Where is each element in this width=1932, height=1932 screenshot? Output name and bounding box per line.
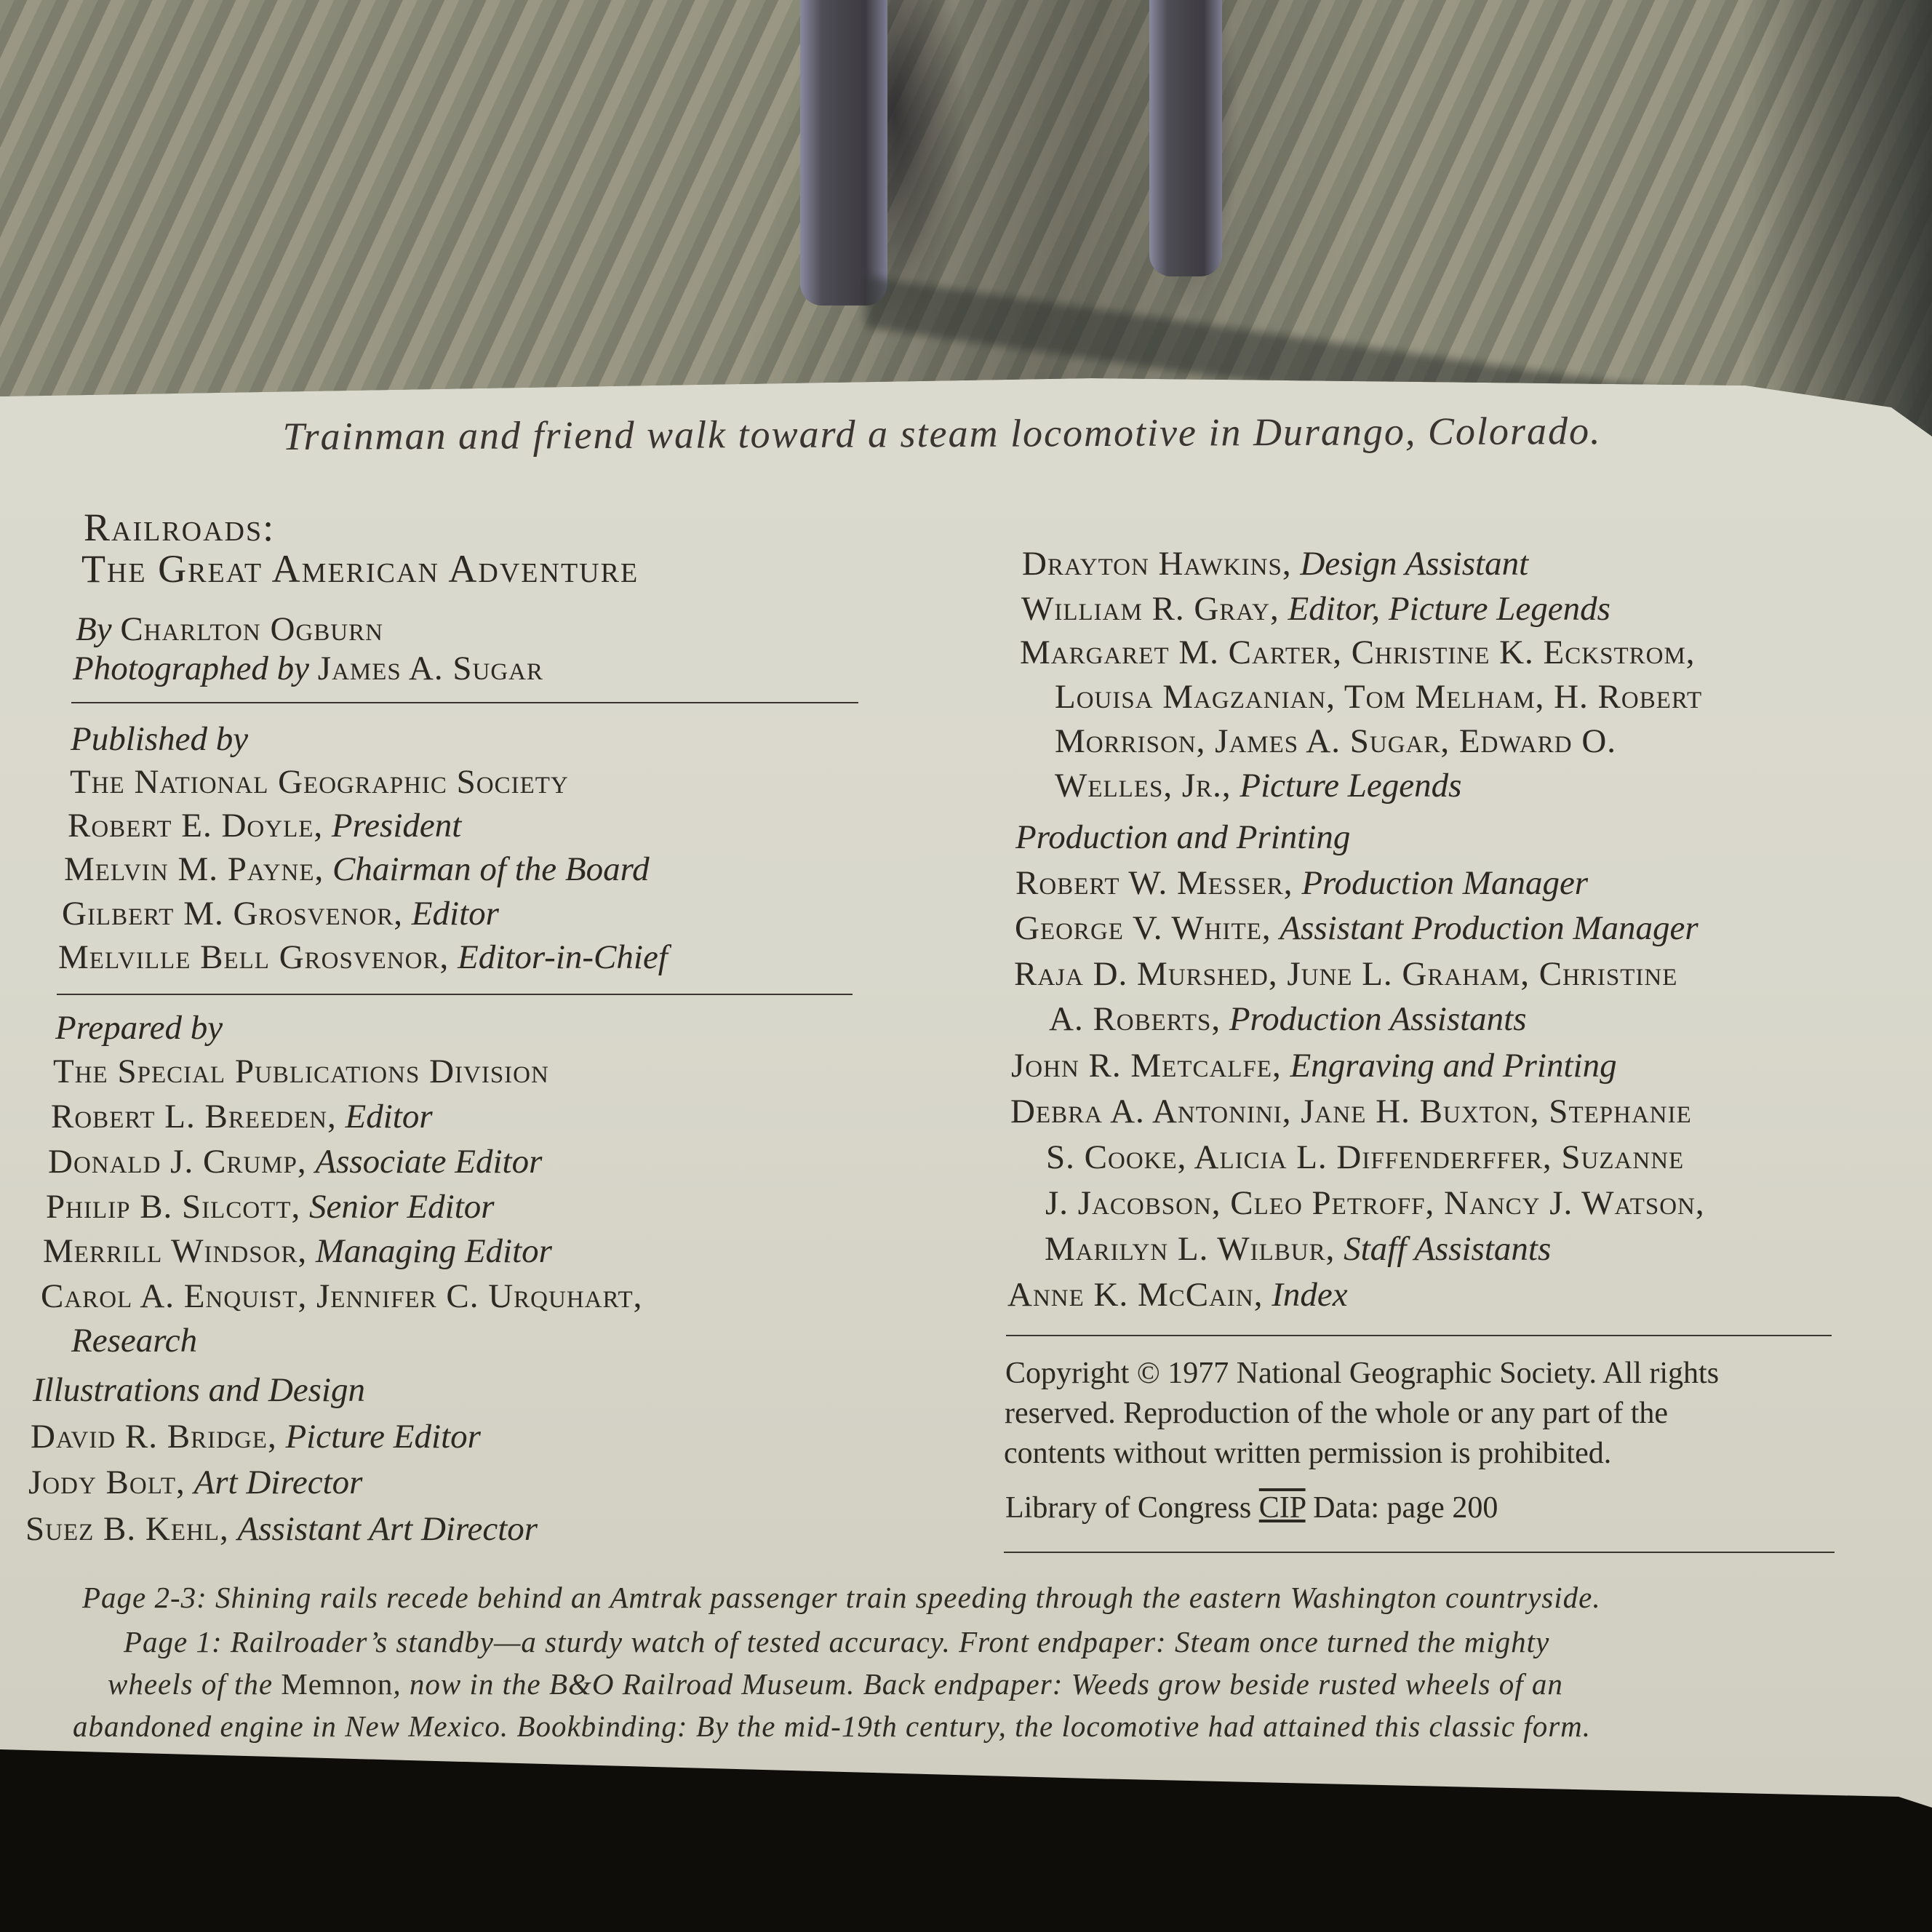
credit-line: David R. Bridge, Picture Editor <box>31 1418 481 1456</box>
credit-line: Louisa Magzanian, Tom Melham, H. Robert <box>1055 678 1703 716</box>
credit-line: J. Jacobson, Cleo Petroff, Nancy J. Watson, <box>1045 1184 1705 1222</box>
credit-line: George V. White, Assistant Production Manager <box>1015 909 1699 947</box>
photographer-credit: Photographed by James A. Sugar <box>73 650 543 687</box>
credit-line: Melvin M. Payne, Chairman of the Board <box>64 850 650 888</box>
photo-caption: Trainman and friend walk toward a steam locomotive in Durango, Colorado. <box>282 409 1602 458</box>
divider <box>57 994 853 995</box>
credit-line: Morrison, James A. Sugar, Edward O. <box>1055 722 1617 760</box>
published-heading: Published by <box>71 720 249 758</box>
credit-line: Philip B. Silcott, Senior Editor <box>46 1188 495 1226</box>
credit-line: Debra A. Antonini, Jane H. Buxton, Stephanie <box>1010 1093 1692 1130</box>
credit-line: Robert W. Messer, Production Manager <box>1015 864 1589 902</box>
friend-legs <box>1149 0 1222 276</box>
credit-line: Gilbert M. Grosvenor, Editor <box>62 895 499 933</box>
library-of-congress-line: Library of Congress CIP Data: page 200 <box>1005 1491 1498 1525</box>
production-heading: Production and Printing <box>1015 818 1351 856</box>
credit-line: Suez B. Kehl, Assistant Art Director <box>25 1510 538 1548</box>
cip-mark: CIP <box>1258 1491 1306 1525</box>
credit-line: Anne K. McCain, Index <box>1007 1276 1348 1314</box>
trainman-legs <box>800 0 887 306</box>
credit-line: Donald J. Crump, Associate Editor <box>48 1143 543 1181</box>
credit-line: Raja D. Murshed, June L. Graham, Christine <box>1014 955 1678 993</box>
prepared-heading: Prepared by <box>55 1009 223 1047</box>
credit-line: John R. Metcalfe, Engraving and Printing <box>1011 1047 1617 1085</box>
book-title-line-1: Railroads: <box>84 506 276 549</box>
credit-line: Melville Bell Grosvenor, Editor-in-Chief <box>58 938 668 976</box>
credit-line: Jody Bolt, Art Director <box>28 1464 363 1501</box>
credit-line: Carol A. Enquist, Jennifer C. Urquhart, <box>41 1277 643 1315</box>
credit-line: William R. Gray, Editor, Picture Legends <box>1021 590 1610 628</box>
credit-line: A. Roberts, Production Assistants <box>1049 1000 1527 1038</box>
author-byline: By Charlton Ogburn <box>76 610 383 648</box>
publisher-org: The National Geographic Society <box>70 763 569 801</box>
credit-line-role: Research <box>71 1322 198 1360</box>
illustrations-heading: Illustrations and Design <box>33 1371 365 1409</box>
prepared-org: The Special Publications Division <box>53 1053 549 1090</box>
divider <box>71 702 858 703</box>
divider <box>1004 1552 1835 1553</box>
credit-line: Welles, Jr., Picture Legends <box>1055 767 1462 805</box>
credit-line: S. Cooke, Alicia L. Diffenderffer, Suzanne <box>1046 1138 1685 1176</box>
trainman-photo <box>0 0 1932 436</box>
book-title-line-2: The Great American Adventure <box>81 547 639 591</box>
credit-line: Marilyn L. Wilbur, Staff Assistants <box>1045 1230 1552 1268</box>
divider <box>1006 1335 1832 1336</box>
credit-line: Margaret M. Carter, Christine K. Eckstrom, <box>1020 634 1696 671</box>
credit-line: Robert E. Doyle, President <box>68 807 462 845</box>
credit-line: Merrill Windsor, Managing Editor <box>43 1232 552 1270</box>
credit-line: Robert L. Breeden, Editor <box>51 1098 433 1135</box>
credit-line: Drayton Hawkins, Design Assistant <box>1022 545 1529 583</box>
